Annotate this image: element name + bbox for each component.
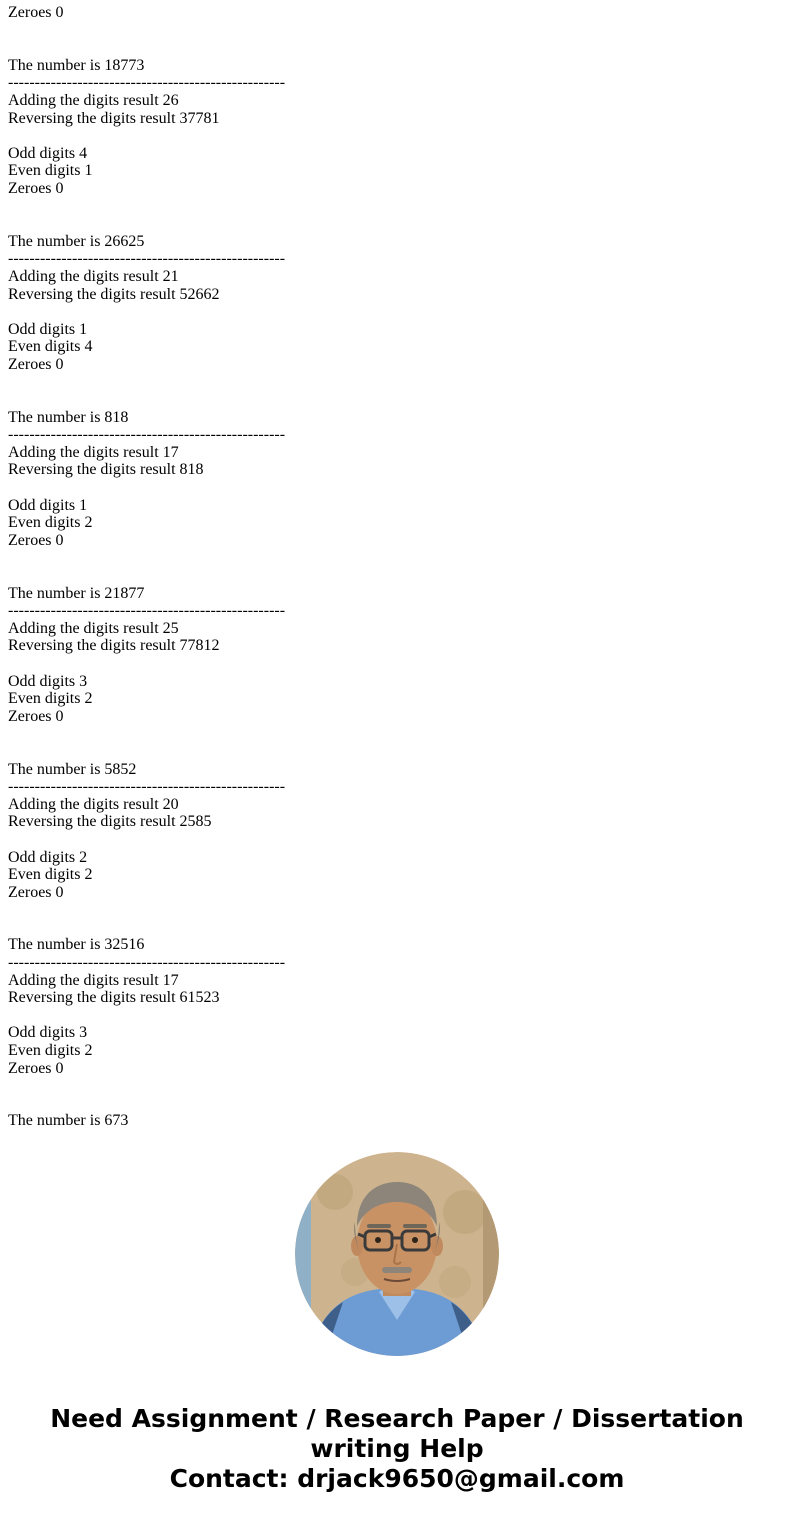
output-line: Odd digits 4 bbox=[8, 144, 88, 162]
output-line: Reversing the digits result 818 bbox=[8, 461, 204, 479]
footer bbox=[0, 1404, 794, 1494]
footer-heading-line2: writing Help bbox=[310, 1434, 484, 1463]
output-line: Zeroes 0 bbox=[8, 883, 64, 901]
output-line: Adding the digits result 25 bbox=[8, 619, 179, 637]
blank-line bbox=[8, 39, 786, 57]
blank-line bbox=[8, 215, 786, 233]
output-line: Even digits 2 bbox=[8, 866, 93, 884]
output-line: Adding the digits result 26 bbox=[8, 91, 179, 109]
tutor-photo-illustration bbox=[295, 1152, 499, 1356]
output-line: Even digits 2 bbox=[8, 690, 93, 708]
output-line: Even digits 1 bbox=[8, 162, 93, 180]
output-line: ---------------------------------------------------- bbox=[8, 954, 286, 972]
blank-line bbox=[8, 127, 786, 145]
output-line: Reversing the digits result 77812 bbox=[8, 637, 220, 655]
output-line: ---------------------------------------------------- bbox=[8, 602, 286, 620]
blank-line bbox=[8, 1007, 786, 1025]
footer-contact: Contact: drjack9650@gmail.com bbox=[169, 1464, 625, 1493]
output-line: Adding the digits result 20 bbox=[8, 795, 179, 813]
output-line: Adding the digits result 21 bbox=[8, 267, 179, 285]
output-line: Zeroes 0 bbox=[8, 1059, 64, 1077]
output-line: Zeroes 0 bbox=[8, 355, 64, 373]
tutor-photo bbox=[295, 1152, 499, 1356]
output-line: The number is 32516 bbox=[8, 936, 145, 954]
output-line: Adding the digits result 17 bbox=[8, 971, 179, 989]
output-line: ---------------------------------------------------- bbox=[8, 778, 286, 796]
blank-line bbox=[8, 22, 786, 40]
output-line: ---------------------------------------------------- bbox=[8, 74, 286, 92]
blank-line bbox=[8, 1095, 786, 1113]
output-line: Reversing the digits result 52662 bbox=[8, 285, 220, 303]
blank-line bbox=[8, 391, 786, 409]
blank-line bbox=[8, 831, 786, 849]
blank-line bbox=[8, 373, 786, 391]
avatar-section bbox=[0, 1152, 794, 1356]
output-line: Even digits 2 bbox=[8, 514, 93, 532]
output-line: The number is 21877 bbox=[8, 584, 145, 602]
output-line: Odd digits 1 bbox=[8, 320, 88, 338]
blank-line bbox=[8, 1077, 786, 1095]
blank-line bbox=[8, 725, 786, 743]
output-line: Adding the digits result 17 bbox=[8, 443, 179, 461]
output-line: Even digits 4 bbox=[8, 338, 93, 356]
blank-line bbox=[8, 479, 786, 497]
blank-line bbox=[8, 303, 786, 321]
blank-line bbox=[8, 901, 786, 919]
output-line: The number is 18773 bbox=[8, 56, 145, 74]
blank-line bbox=[8, 198, 786, 216]
output-line: Zeroes 0 bbox=[8, 531, 64, 549]
output-line: The number is 5852 bbox=[8, 760, 137, 778]
output-line: Even digits 2 bbox=[8, 1042, 93, 1060]
output-line: Reversing the digits result 61523 bbox=[8, 989, 220, 1007]
blank-line bbox=[8, 919, 786, 937]
output-line: ---------------------------------------------------- bbox=[8, 426, 286, 444]
output-line: Odd digits 3 bbox=[8, 1024, 88, 1042]
output-line: ---------------------------------------------------- bbox=[8, 250, 286, 268]
blank-line bbox=[8, 743, 786, 761]
output-line: Zeroes 0 bbox=[8, 179, 64, 197]
output-line: Odd digits 3 bbox=[8, 672, 88, 690]
output-line: The number is 818 bbox=[8, 408, 129, 426]
blank-line bbox=[8, 655, 786, 673]
output-line: Zeroes 0 bbox=[8, 707, 64, 725]
blank-line bbox=[8, 549, 786, 567]
blank-line bbox=[8, 567, 786, 585]
output-line: Reversing the digits result 37781 bbox=[8, 109, 220, 127]
output-line: Zeroes 0 bbox=[8, 4, 64, 21]
output-line: Reversing the digits result 2585 bbox=[8, 813, 212, 831]
output-line: Odd digits 2 bbox=[8, 848, 88, 866]
output-line: The number is 673 bbox=[8, 1112, 129, 1130]
footer-heading-line1: Need Assignment / Research Paper / Dissertation bbox=[50, 1404, 744, 1433]
output-line: Odd digits 1 bbox=[8, 496, 88, 514]
output-line: The number is 26625 bbox=[8, 232, 145, 250]
